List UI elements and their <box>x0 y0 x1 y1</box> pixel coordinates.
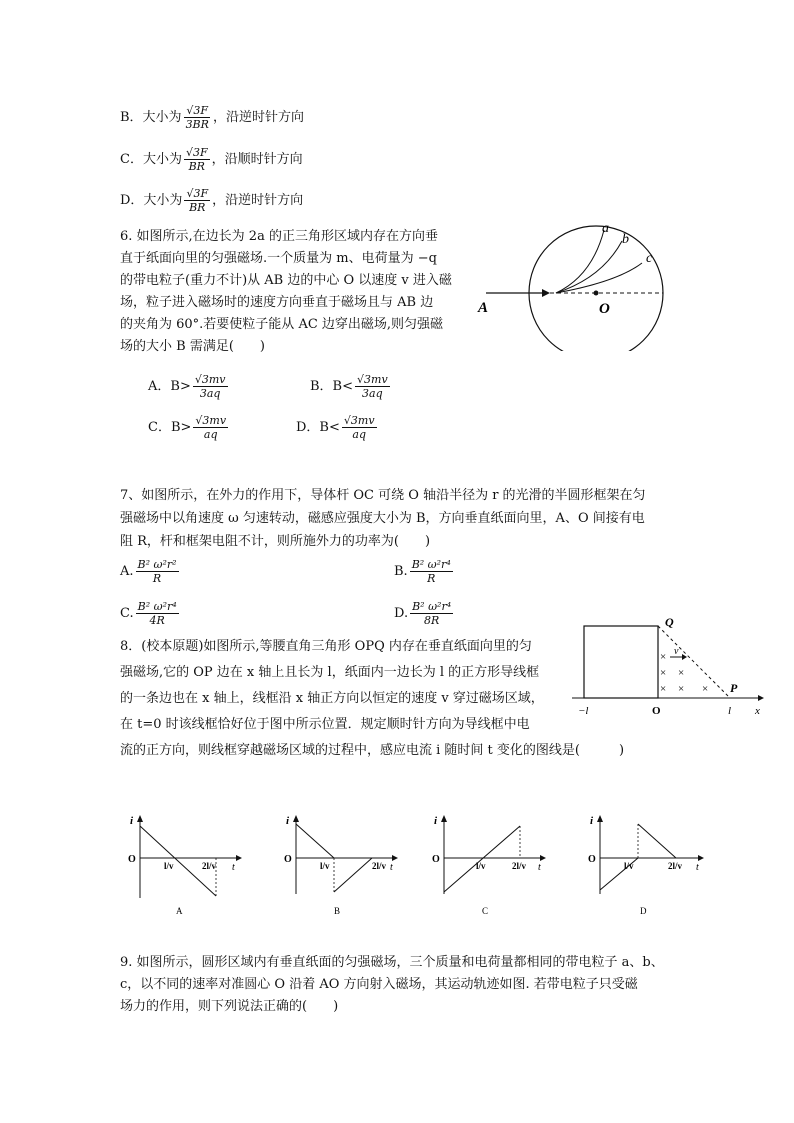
label-minus-l: −l <box>578 705 589 717</box>
svg-text:l/v: l/v <box>320 861 330 871</box>
cross-icon: × <box>660 683 667 695</box>
cross-icon: × <box>702 683 709 695</box>
arrow-icon <box>698 855 704 861</box>
q7-stem: 7、如图所示，在外力的作用下，导体杆 OC 可绕 O 轴沿半径为 r 的光滑的半圆形框架在匀 强磁场中以角速度 ω 匀速转动，磁感应强度大小为 B，方向垂直纸面向里，A、O 间接有电 阻 R，杆和框架电阻不计，则所施外力的功率为( ) <box>120 488 646 549</box>
q6-option-b: B．B< $\frac{√3mv}{3aq}$ <box>310 373 388 400</box>
graph-c <box>432 815 546 916</box>
q7-option-a: A. $\frac{\text{B² ω²r²}}{R}$ <box>120 558 177 585</box>
graph-letter: B <box>334 906 341 916</box>
cross-icon: × <box>660 651 667 663</box>
q5-option-c: C．大小为 $\frac{√3F}{BR}$ ，沿顺时针方向 <box>120 146 303 173</box>
q6-figure <box>472 216 687 351</box>
svg-text:2l/v: 2l/v <box>512 861 527 871</box>
cross-icon: × <box>678 667 685 679</box>
label-b: b <box>622 232 629 247</box>
graph-d <box>588 815 704 916</box>
label-l: l <box>728 705 732 717</box>
svg-text:2l/v: 2l/v <box>668 861 683 871</box>
arrow-icon <box>392 855 398 861</box>
graph-letter: C <box>482 906 489 916</box>
svg-text:l/v: l/v <box>476 861 486 871</box>
q8-graphs <box>118 810 718 920</box>
arrow-icon <box>542 289 550 297</box>
svg-text:O: O <box>128 854 136 865</box>
q8-figure <box>568 616 768 721</box>
arrow-icon <box>441 815 447 822</box>
label-Q: Q <box>665 616 674 629</box>
svg-text:t: t <box>232 862 235 873</box>
fraction: $\frac{√3F}{BR}$ <box>185 146 208 173</box>
arrow-icon <box>293 815 299 822</box>
label-x: x <box>755 705 760 717</box>
hypotenuse-dashed <box>658 626 730 698</box>
svg-text:i: i <box>434 815 438 827</box>
cross-icon: × <box>660 667 667 679</box>
svg-text:i: i <box>130 815 134 827</box>
label-O: O <box>599 301 610 317</box>
cross-icon: × <box>678 683 685 695</box>
q7-option-d: D. $\frac{\text{B² ω²r⁴}}{8R}$ <box>394 600 452 627</box>
svg-text:t: t <box>390 862 393 873</box>
trajectory-b <box>556 241 622 293</box>
q6-option-a: A．B> $\frac{√3mv}{3aq}$ <box>148 373 226 400</box>
arrow-icon <box>236 855 242 861</box>
arrow-icon <box>540 855 546 861</box>
graph-letter: D <box>640 906 647 916</box>
field-circle <box>529 226 663 351</box>
svg-text:l/v: l/v <box>164 861 174 871</box>
label-a: a <box>602 221 609 236</box>
q7-option-b: B. $\frac{\text{B² ω²r⁴}}{R}$ <box>394 558 451 585</box>
graph-a <box>128 815 242 916</box>
svg-text:i: i <box>590 815 594 827</box>
graph-letter: A <box>176 906 183 916</box>
x-axis-arrow-icon <box>758 695 764 701</box>
arrow-icon <box>597 815 603 822</box>
center-dot <box>594 291 599 296</box>
svg-text:O: O <box>284 854 292 865</box>
square-loop <box>584 626 658 698</box>
svg-text:l/v: l/v <box>624 861 634 871</box>
svg-text:O: O <box>432 854 440 865</box>
arrow-icon <box>137 815 143 822</box>
svg-text:2l/v: 2l/v <box>202 861 217 871</box>
arrow-icon <box>682 654 687 660</box>
label-v: v <box>674 646 679 657</box>
q5-option-d: D．大小为 $\frac{√3F}{BR}$ ，沿逆时针方向 <box>120 187 304 214</box>
fraction: $\frac{√3F}{3BR}$ <box>185 104 209 131</box>
svg-text:t: t <box>696 862 699 873</box>
label-A: A <box>478 300 489 316</box>
label-P: P <box>730 681 738 695</box>
svg-text:i: i <box>286 815 290 827</box>
q6-option-d: D．B< $\frac{√3mv}{aq}$ <box>296 414 375 441</box>
fraction: $\frac{√3F}{BR}$ <box>186 187 209 214</box>
q6-stem: 6. 如图所示,在边长为 2a 的正三角形区域内存在方向垂 直于纸面向里的匀强磁场.一个质量为 m、电荷量为 −q 的带电粒子(重力不计)从 AB 边的中心 O 以速度 v 进入磁 场，粒子进入磁场时的速度方向垂直于磁场且与 AB 边 的夹角为 60°.若要使粒子能从 AC 边穿出磁场,则匀强磁 场的大小 B 需满足( ) <box>120 229 452 354</box>
current-curve <box>296 824 334 858</box>
svg-text:O: O <box>588 854 596 865</box>
current-curve <box>444 826 520 892</box>
svg-text:2l/v: 2l/v <box>372 861 387 871</box>
option-label: B．大小为 <box>120 110 182 125</box>
q8-stem: 8．(校本原题)如图所示,等腰直角三角形 OPQ 内存在垂直纸面向里的匀 强磁场,它的 OP 边在 x 轴上且长为 l，纸面内一边长为 l 的正方形导线框 的一条边也在 x 轴上，线框沿 x 轴正方向以恒定的速度 v 穿过磁场区域， 在 t=0 时该线框恰好位于图中所示位置．规定顺时针方向为导线框中电 流的正方向，则线框穿越磁场区域的过程中，感应电流 i 随时间 t 变化的图线是( ) <box>120 639 625 758</box>
q7-option-c: C. $\frac{\text{B² ω²r⁴}}{4R}$ <box>120 600 177 627</box>
q6-option-c: C．B> $\frac{√3mv}{aq}$ <box>148 414 227 441</box>
label-O: O <box>652 705 661 717</box>
graph-b <box>284 815 398 916</box>
q5-option-b: B．大小为 $\frac{√3F}{3BR}$ ，沿逆时针方向 <box>120 104 304 131</box>
label-c: c <box>646 251 653 266</box>
svg-text:t: t <box>538 862 541 873</box>
q9-stem: 9. 如图所示，圆形区域内有垂直纸面的匀强磁场，三个质量和电荷量都相同的带电粒子 a、b、 c，以不同的速率对准圆心 O 沿着 AO 方向射入磁场，其运动轨迹如图. 若带电粒子只受磁 场力的作用，则下列说法正确的( ) <box>120 955 664 1014</box>
